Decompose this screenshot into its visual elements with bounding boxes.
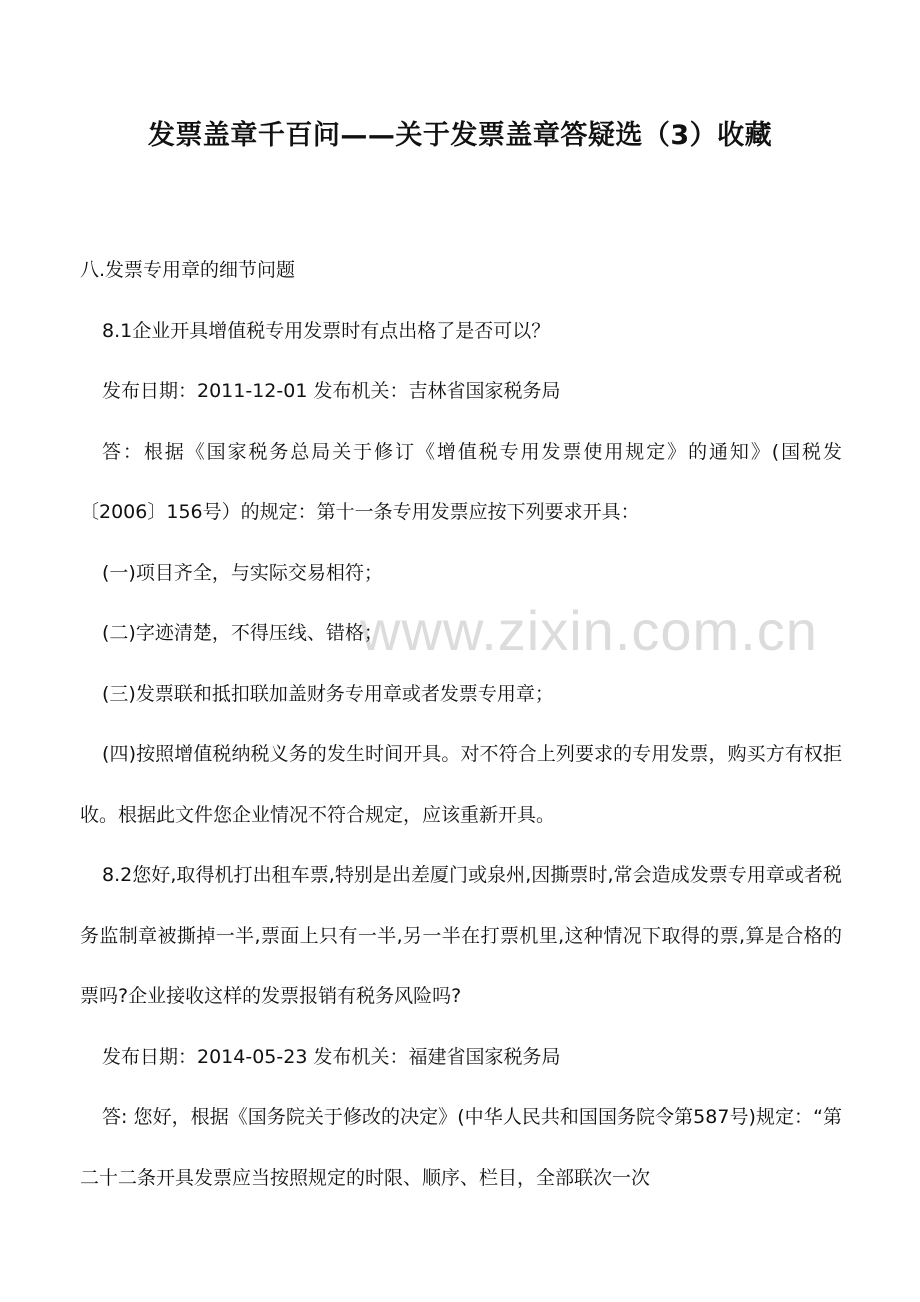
list-item-2: (二)字迹清楚，不得压线、错格； <box>102 622 383 644</box>
section-heading: 八.发票专用章的细节问题 <box>80 259 296 281</box>
list-item-3: (三)发票联和抵扣联加盖财务专用章或者发票专用章； <box>102 682 554 705</box>
question-8-2: 8.2您好,取得机打出租车票,特别是出差厦门或泉州,因撕票时,常会造成发票专用章或者税务监制章被撕掉一半,票面上只有一半,另一半在打票机里,这种情况下取得的票,算是合格的票吗?企业接收这样的发票报销有税务风险吗? <box>80 864 842 1007</box>
watermark-text: www.zixin.com.cn <box>360 599 818 662</box>
document-title: 发票盖章千百问——关于发票盖章答疑选（3）收藏 <box>147 120 773 151</box>
answer-8-2: 答: 您好，根据《国务院关于修改的决定》(中华人民共和国国务院令第587号)规定：“第二十二条开具发票应当按照规定的时限、顺序、栏目，全部联次一次 <box>80 1106 842 1189</box>
list-item-4: (四)按照增值税纳税义务的发生时间开具。对不符合上列要求的专用发票，购买方有权拒收。根据此文件您企业情况不符合规定，应该重新开具。 <box>80 743 842 826</box>
publish-info-8-2: 发布日期：2014-05-23 发布机关：福建省国家税务局 <box>102 1045 561 1068</box>
answer-8-1: 答：根据《国家税务总局关于修订《增值税专用发票使用规定》的通知》(国税发〔2006〕156号）的规定：第十一条专用发票应按下列要求开具： <box>80 440 842 523</box>
document-body <box>80 240 842 1208</box>
publish-info-8-1: 发布日期：2011-12-01 发布机关：吉林省国家税务局 <box>102 380 561 402</box>
question-8-1: 8.1企业开具增值税专用发票时有点出格了是否可以？ <box>102 319 551 342</box>
list-item-1: (一)项目齐全，与实际交易相符； <box>102 561 383 584</box>
